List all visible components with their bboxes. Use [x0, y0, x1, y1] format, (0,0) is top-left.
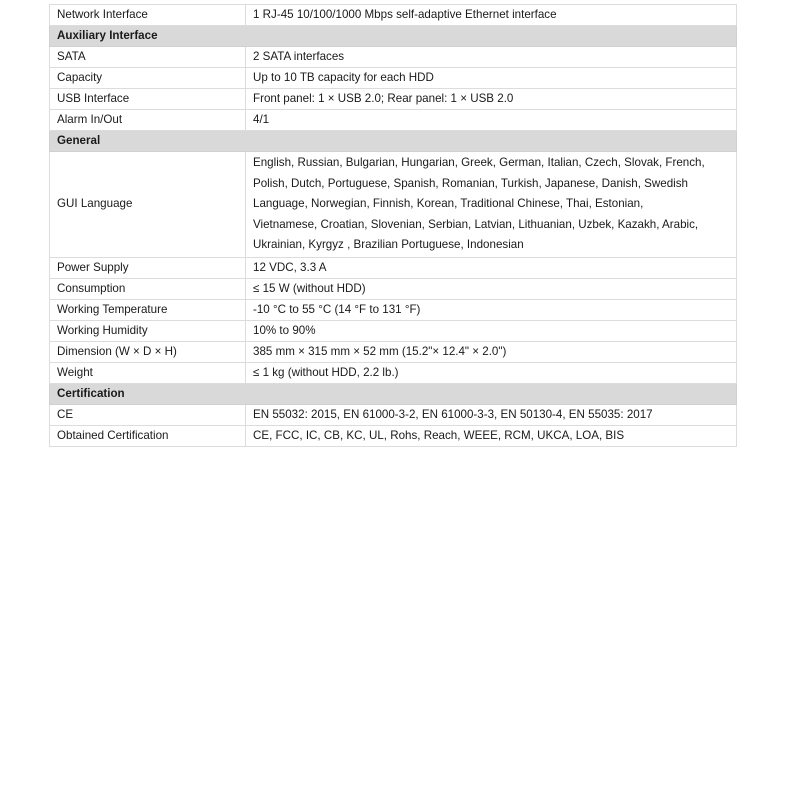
spec-value-line: Ukrainian, Kyrgyz , Brazilian Portuguese, Indonesian — [253, 238, 524, 252]
section-header-certification — [50, 383, 737, 404]
spec-label: SATA — [50, 47, 246, 68]
spec-sheet — [49, 4, 736, 447]
spec-label: Capacity — [50, 68, 246, 89]
spec-row-capacity — [50, 68, 737, 89]
spec-value: 1 RJ-45 10/100/1000 Mbps self-adaptive Ethernet interface — [246, 5, 737, 26]
spec-value-line: Language, Norwegian, Finnish, Korean, Traditional Chinese, Thai, Estonian, — [253, 197, 644, 211]
spec-table — [49, 4, 737, 447]
spec-row-dimension — [50, 341, 737, 362]
spec-row-alarm-in-out — [50, 110, 737, 131]
spec-label: USB Interface — [50, 89, 246, 110]
section-header-general — [50, 131, 737, 152]
spec-value-line: English, Russian, Bulgarian, Hungarian, Greek, German, Italian, Czech, Slovak, French, — [253, 156, 705, 169]
spec-label: CE — [50, 404, 246, 425]
spec-value — [246, 152, 737, 258]
spec-label: Working Temperature — [50, 299, 246, 320]
section-header-auxiliary-interface — [50, 26, 737, 47]
spec-label: GUI Language — [50, 152, 246, 258]
spec-value: CE, FCC, IC, CB, KC, UL, Rohs, Reach, WEEE, RCM, UKCA, LOA, BIS — [246, 425, 737, 446]
spec-value: 385 mm × 315 mm × 52 mm (15.2"× 12.4" × 2.0") — [246, 341, 737, 362]
spec-value-line: Polish, Dutch, Portuguese, Spanish, Romanian, Turkish, Japanese, Danish, Swedish — [253, 176, 689, 190]
spec-row-ce — [50, 404, 737, 425]
section-title: General — [50, 131, 737, 152]
spec-label: Consumption — [50, 278, 246, 299]
spec-value: 10% to 90% — [246, 320, 737, 341]
section-title: Certification — [50, 383, 737, 404]
spec-row-sata — [50, 47, 737, 68]
spec-value: EN 55032: 2015, EN 61000-3-2, EN 61000-3-3, EN 50130-4, EN 55035: 2017 — [246, 404, 737, 425]
spec-value: 4/1 — [246, 110, 737, 131]
spec-value: 2 SATA interfaces — [246, 47, 737, 68]
spec-value: 12 VDC, 3.3 A — [246, 257, 737, 278]
spec-label: Working Humidity — [50, 320, 246, 341]
spec-label: Alarm In/Out — [50, 110, 246, 131]
spec-value-line: Vietnamese, Croatian, Slovenian, Serbian, Latvian, Lithuanian, Uzbek, Kazakh, Arabic, — [253, 217, 699, 231]
spec-row-network-interface — [50, 5, 737, 26]
spec-value: Front panel: 1 × USB 2.0; Rear panel: 1 × USB 2.0 — [246, 89, 737, 110]
spec-row-working-temperature — [50, 299, 737, 320]
spec-row-weight — [50, 362, 737, 383]
spec-row-gui-language — [50, 152, 737, 258]
spec-label: Obtained Certification — [50, 425, 246, 446]
spec-value: ≤ 1 kg (without HDD, 2.2 lb.) — [246, 362, 737, 383]
spec-row-power-supply — [50, 257, 737, 278]
spec-label: Weight — [50, 362, 246, 383]
spec-label: Dimension (W × D × H) — [50, 341, 246, 362]
section-title: Auxiliary Interface — [50, 26, 737, 47]
spec-label: Network Interface — [50, 5, 246, 26]
spec-row-consumption — [50, 278, 737, 299]
spec-row-usb-interface — [50, 89, 737, 110]
spec-value: Up to 10 TB capacity for each HDD — [246, 68, 737, 89]
spec-value: -10 °C to 55 °C (14 °F to 131 °F) — [246, 299, 737, 320]
spec-value: ≤ 15 W (without HDD) — [246, 278, 737, 299]
spec-row-working-humidity — [50, 320, 737, 341]
spec-row-obtained-certification — [50, 425, 737, 446]
spec-label: Power Supply — [50, 257, 246, 278]
